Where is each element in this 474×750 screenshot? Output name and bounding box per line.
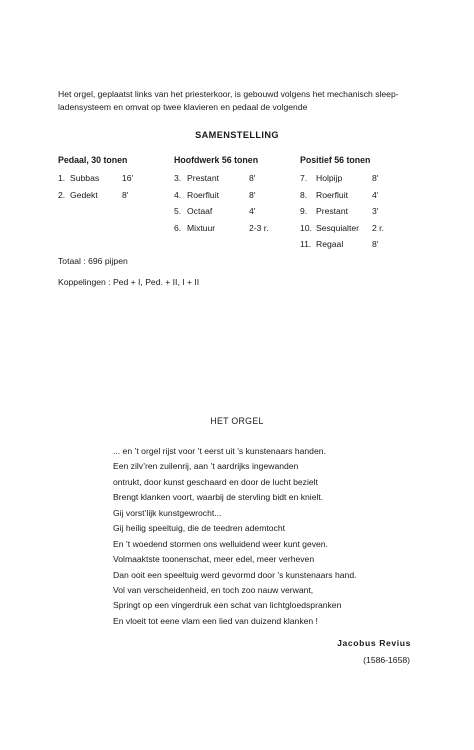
stop-number: 8. [300,189,308,200]
stop-number: 10. [300,222,312,233]
stop-name: Regaal [316,239,344,250]
samenstelling-heading: SAMENSTELLING [195,130,279,140]
stop-name: Gedekt [70,189,98,200]
stop-name: Roerfluit [316,189,348,200]
poem-line: Volmaaktste toonenschat, meer edel, meer verheven [113,554,315,565]
stop-row [300,239,420,256]
stop-row [174,206,284,223]
stop-size: 2 r. [372,222,384,233]
intro-line-1: Het orgel, geplaatst links van het priesterkoor, is gebouwd volgens het mechanisch sleep- [58,89,399,99]
pedaal-column [58,155,158,206]
stop-size: 8′ [372,173,379,183]
stop-size: 8′ [122,189,129,200]
stop-number: 6. [174,222,182,233]
stop-number: 1. [58,173,66,183]
poem-line: Gij vorst’lijk kunstgewrocht... [113,507,222,518]
stop-name: Sesquialter [316,222,359,233]
stop-size: 8′ [249,189,256,200]
stop-number: 2. [58,189,66,200]
poem-line: Brengt klanken voort, waarbij de stervling bidt en knielt. [113,492,324,503]
hoofdwerk-column [174,155,284,239]
stop-row [174,223,284,240]
stop-row [300,206,420,223]
hoofdwerk-title: Hoofdwerk 56 tonen [174,155,259,165]
stop-size: 8′ [372,239,379,250]
intro-paragraph [58,88,438,115]
stop-number: 9. [300,206,308,217]
stop-size: 2-3 r. [249,222,269,233]
poem-line: ontrukt, door kunst geschaard en door de lucht bezielt [113,476,318,487]
stop-row [300,190,420,207]
poem-line: ... en ’t orgel rijst voor ’t eerst uit ’s kunstenaars handen. [113,446,326,456]
stop-name: Prestant [316,206,349,217]
stop-name: Holpijp [316,173,343,183]
poem-line: Springt op een vingerdruk een schat van lichtgloedspranken [113,600,342,611]
stop-number: 3. [174,173,182,183]
stop-row [58,190,158,207]
poem-body [113,446,356,631]
poem-author: Jacobus Revius [337,638,411,648]
stop-row [300,173,420,190]
stop-size: 16′ [122,173,134,183]
pedaal-title: Pedaal, 30 tonen [58,155,128,165]
stop-size: 3′ [372,206,379,217]
poem-line: Dan ooit een speeltuig werd gevormd door ’s kunstenaars hand. [113,569,357,580]
positief-title: Positief 56 tonen [300,155,371,165]
stop-name: Prestant [187,173,220,183]
stop-number: 7. [300,173,308,183]
stop-number: 4. [174,189,182,200]
stop-size: 4′ [372,189,379,200]
poem-author-years: (1586-1658) [363,655,410,665]
stop-name: Roerfluit [187,189,219,200]
poem-title: HET ORGEL [210,416,264,426]
stop-size: 8′ [249,173,256,183]
poem-line: Een zilv’ren zuilenrij, aan ’t aardrijks ingewanden [113,461,299,472]
poem-line: En vloeit tot eene vlam een lied van duizend klanken ! [113,615,318,626]
stop-row [58,173,158,190]
stop-number: 5. [174,206,182,217]
stop-row [300,223,420,240]
stop-name: Octaaf [187,206,213,217]
stop-row [174,173,284,190]
intro-line-2: ladensysteem en omvat op twee klavieren en pedaal de volgende [58,102,308,113]
stop-row [174,190,284,207]
poem-line: En ’t woedend stormen ons welluidend weer kunt geven. [113,538,328,549]
totaal-line: Totaal : 696 pijpen [58,256,128,266]
stop-name: Mixtuur [187,222,216,233]
poem-line: Vol van verscheidenheid, en toch zoo nauw verwant, [113,584,314,595]
positief-column [300,155,420,256]
stop-name: Subbas [70,173,100,183]
stop-size: 4′ [249,206,256,217]
poem-line: Gij heilig speeltuig, die de teedren ademtocht [113,523,285,534]
koppelingen-line: Koppelingen : Ped + I, Ped. + II, I + II [58,277,200,287]
stop-number: 11. [300,239,312,250]
